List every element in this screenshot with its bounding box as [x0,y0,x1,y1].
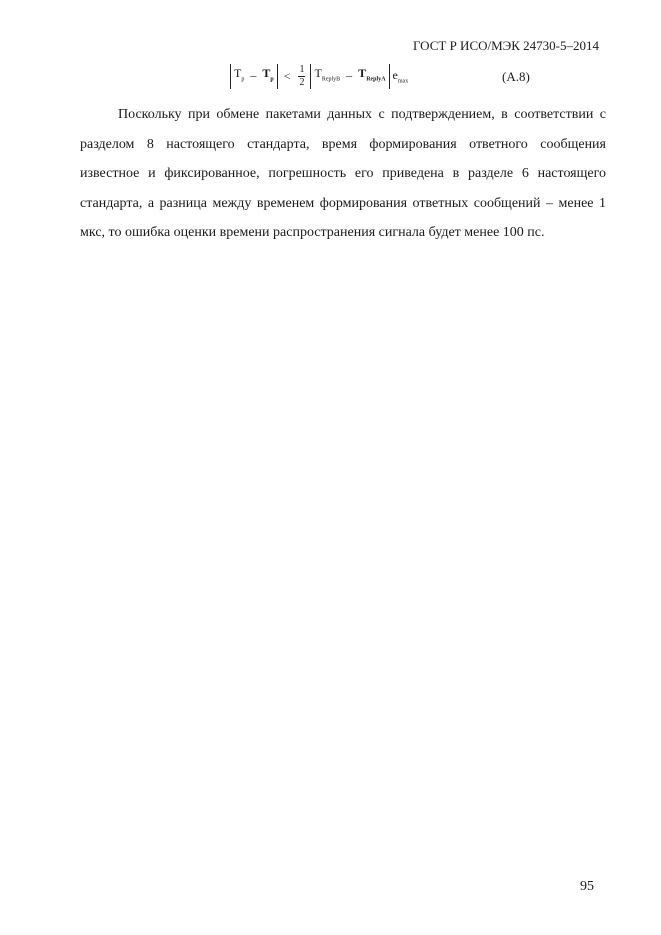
abs-diff-treply [310,64,389,88]
less-than-sign: < [283,69,291,83]
symbol-e-max: $e_{max}$ [392,68,409,85]
symbol-t-reply-b: $T_{ReplyB}$ [314,66,341,83]
symbol-t-reply-a: $T_{ReplyA}$ [358,66,386,83]
abs-diff-tp [230,64,278,88]
minus-sign: – [250,67,257,82]
minus-sign-2: – [346,67,353,82]
body-paragraph: Поскольку при обмене пакетами данных с подтверждением, в соответствии с разделом 8 настоящего стандарта, время формирования ответного сообщения известное и фиксированное, погрешность его приведена в разделе 6 настоящего стандарта, а разница между временем формирования ответных сообщений – менее 1 мкс, то ошибка оценки времени распространения сигнала будет менее 100 пс. [80,107,606,240]
symbol-t-p-2: $T_p$ [262,66,274,83]
fraction-numerator: 1 [299,64,305,75]
document-header: ГОСТ Р ИСО/МЭК 24730-5–2014 [412,38,599,53]
fraction-one-half [298,64,305,89]
symbol-t-p-1: $T_p$ [234,66,245,83]
page-number: 95 [580,879,594,894]
fraction-denominator: 2 [299,77,305,88]
equation-a8 [230,64,408,96]
equation-number: (А.8) [502,69,530,84]
